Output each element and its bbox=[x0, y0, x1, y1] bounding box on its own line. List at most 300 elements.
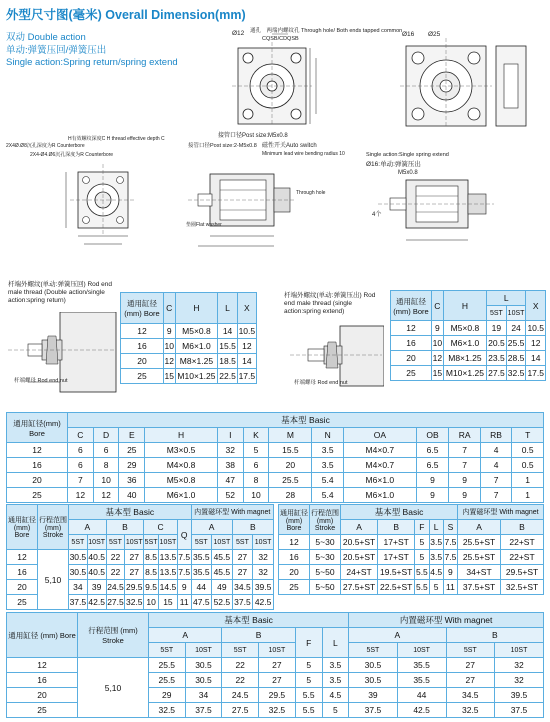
table-cell: 15 bbox=[164, 369, 176, 384]
note-counterbore-1: 2X4Ø.Ø8沉孔深度为R Counterbore bbox=[6, 143, 85, 149]
table-cell: 22 bbox=[106, 550, 125, 565]
table-cell: 34.5 bbox=[232, 580, 252, 595]
table-cell: 42.5 bbox=[87, 595, 106, 610]
basic-dimension-table bbox=[6, 412, 544, 503]
table-cell: 20 bbox=[121, 354, 164, 369]
t6-magnet-a-header: A bbox=[349, 628, 446, 643]
table-cell: 5 bbox=[243, 443, 269, 458]
table-row bbox=[279, 580, 544, 595]
table-cell: 27.5 bbox=[222, 703, 259, 718]
table-row bbox=[7, 550, 274, 565]
table-cell: 25 bbox=[279, 580, 310, 595]
table-cell: 5~30 bbox=[310, 535, 341, 550]
table-cell: 7.5 bbox=[443, 550, 457, 565]
table-cell: 15 bbox=[432, 366, 444, 381]
note-rod-nut-1: 杆端螺母 Rod end nut bbox=[14, 378, 68, 384]
t6-basic-header: 基本型 Basic bbox=[149, 613, 349, 628]
t2-l-5st: 5ST bbox=[487, 306, 507, 321]
table-cell: 14 bbox=[218, 324, 237, 339]
table-cell: 19 bbox=[487, 321, 507, 336]
t5-stroke-header: 行程范围 (mm) Stroke bbox=[310, 505, 341, 535]
table-cell: 5 bbox=[415, 535, 429, 550]
column-header: RB bbox=[480, 428, 511, 443]
table-cell: 42.5 bbox=[397, 703, 446, 718]
table-cell: 29.5 bbox=[258, 688, 295, 703]
rod-end-table-1 bbox=[120, 292, 257, 384]
stroke-table-2 bbox=[278, 504, 544, 595]
stroke-5st-header: 5ST bbox=[446, 643, 494, 658]
table-cell: 27 bbox=[232, 565, 252, 580]
table-cell: 7.5 bbox=[177, 550, 191, 565]
table-cell: M5×0.8 bbox=[145, 473, 218, 488]
column-header: K bbox=[243, 428, 269, 443]
column-header: C bbox=[68, 428, 94, 443]
table-cell: 5.5 bbox=[415, 565, 429, 580]
table-cell: 15.5 bbox=[269, 443, 312, 458]
table-cell: 9 bbox=[443, 565, 457, 580]
front-view-drawing-2 bbox=[400, 34, 540, 130]
table-cell: 37.5 bbox=[494, 703, 543, 718]
table-cell: 28 bbox=[269, 488, 312, 503]
table-cell: 14 bbox=[526, 351, 546, 366]
table-cell: 37.5+ST bbox=[458, 580, 501, 595]
table-cell: 34 bbox=[69, 580, 88, 595]
table-cell: 9 bbox=[449, 473, 480, 488]
table-cell: 12 bbox=[237, 339, 256, 354]
table-cell: M4×0.8 bbox=[145, 458, 218, 473]
table-cell: 17.5 bbox=[237, 369, 256, 384]
table-cell: 7 bbox=[68, 473, 94, 488]
table-cell: 42.5 bbox=[253, 595, 274, 610]
table-cell: 25 bbox=[7, 703, 78, 718]
table-cell: 12 bbox=[7, 443, 68, 458]
table-cell: 16 bbox=[391, 336, 432, 351]
table-row bbox=[391, 336, 546, 351]
table-cell: M5×0.8 bbox=[175, 324, 218, 339]
column-header: F bbox=[415, 520, 429, 535]
page-title: 外型尺寸图(毫米) Overall Dimension(mm) bbox=[6, 8, 246, 22]
side-section-drawing bbox=[60, 150, 148, 250]
table-cell: 9.5 bbox=[144, 580, 159, 595]
table-cell: 35.5 bbox=[397, 658, 446, 673]
table-cell: 32 bbox=[217, 443, 243, 458]
table-cell: 44 bbox=[191, 580, 211, 595]
t4-bore-header: 通用缸径 (mm) Bore bbox=[7, 505, 38, 550]
table-cell: 12 bbox=[526, 336, 546, 351]
note-auto-switch: 磁性开关Auto switch bbox=[262, 143, 317, 149]
stroke-10st-header: 10ST bbox=[253, 535, 274, 550]
table-cell: 12 bbox=[279, 535, 310, 550]
table-cell: 27 bbox=[232, 550, 252, 565]
table-cell: 10 bbox=[432, 336, 444, 351]
table-cell: 4 bbox=[480, 458, 511, 473]
table-cell: 0.5 bbox=[512, 443, 544, 458]
table-cell: 34.5 bbox=[446, 688, 494, 703]
column-header: S bbox=[443, 520, 457, 535]
table-cell: 27 bbox=[125, 565, 144, 580]
table-cell: 10 bbox=[144, 595, 159, 610]
table-cell: 25.5+ST bbox=[458, 535, 501, 550]
note-four-x: 4个 bbox=[372, 212, 382, 218]
table-cell: 9 bbox=[449, 488, 480, 503]
table-cell: 30.5 bbox=[349, 658, 397, 673]
table-cell: 8 bbox=[93, 458, 119, 473]
t2-h-header: H bbox=[443, 291, 486, 321]
table-cell: 5.5 bbox=[415, 580, 429, 595]
table-cell: 25 bbox=[391, 366, 432, 381]
subtitle-block bbox=[6, 32, 178, 70]
table-cell: 5.4 bbox=[312, 473, 344, 488]
table-cell: 19.5+ST bbox=[378, 565, 415, 580]
table-cell: 37.5 bbox=[232, 595, 252, 610]
t4-magnet-a-header: A bbox=[191, 520, 232, 535]
table-cell: M6×1.0 bbox=[343, 488, 416, 503]
stroke-10st-header: 10ST bbox=[158, 535, 177, 550]
table-cell: 24.5 bbox=[222, 688, 259, 703]
note-dia12: Ø12 bbox=[232, 30, 245, 37]
table-cell: 3.5 bbox=[312, 443, 344, 458]
t4-b-header: B bbox=[106, 520, 144, 535]
table-cell: 12 bbox=[432, 351, 444, 366]
table-cell: 5 bbox=[295, 673, 322, 688]
table-cell: 16 bbox=[7, 458, 68, 473]
stroke-5st-header: 5ST bbox=[191, 535, 211, 550]
table-cell: 24+ST bbox=[341, 565, 378, 580]
table-cell: 6 bbox=[243, 458, 269, 473]
table-cell: 39.5 bbox=[253, 580, 274, 595]
t5-magnet-header: 内置磁环型 With magnet bbox=[458, 505, 544, 520]
table-row bbox=[391, 321, 546, 336]
t4-body bbox=[7, 550, 274, 610]
table-cell: 20 bbox=[7, 580, 38, 595]
table-cell: 32.5 bbox=[125, 595, 144, 610]
table-cell: 7 bbox=[480, 473, 511, 488]
table-cell: 24 bbox=[506, 321, 526, 336]
table-cell: 30.5 bbox=[185, 673, 222, 688]
table-cell: 7 bbox=[480, 488, 511, 503]
note-single-16: Ø16:单动:弹簧压出 bbox=[366, 161, 421, 168]
column-header: A bbox=[341, 520, 378, 535]
table-cell: 23.5 bbox=[487, 351, 507, 366]
table-cell: 16 bbox=[121, 339, 164, 354]
table-cell: 39 bbox=[349, 688, 397, 703]
table-cell: 22 bbox=[222, 658, 259, 673]
table-row bbox=[121, 369, 257, 384]
table-row bbox=[7, 658, 544, 673]
t3-column-row bbox=[7, 428, 544, 443]
table-cell: 25 bbox=[7, 488, 68, 503]
note-through-hole-side: Through hole bbox=[296, 190, 326, 196]
table-cell: 10.5 bbox=[526, 321, 546, 336]
table-cell: 5.5 bbox=[295, 703, 322, 718]
table-cell: 20.5+ST bbox=[341, 535, 378, 550]
table-cell: 11 bbox=[443, 580, 457, 595]
note-dia16: Ø16 bbox=[402, 31, 415, 38]
t6-a-header: A bbox=[149, 628, 222, 643]
table-cell: 32 bbox=[253, 565, 274, 580]
subtitle-single-action-en: Single action:Spring return/spring extend bbox=[6, 57, 178, 68]
t4-magnet-header: 内置磁环型 With magnet bbox=[191, 505, 273, 520]
column-header: T bbox=[512, 428, 544, 443]
table-cell: 20 bbox=[7, 688, 78, 703]
table-cell: 8.5 bbox=[144, 565, 159, 580]
note-flat-washer: 垫圈Flat washer bbox=[186, 222, 222, 228]
table-cell: 17+ST bbox=[378, 550, 415, 565]
table-cell: 24.5 bbox=[106, 580, 125, 595]
table-cell: 8 bbox=[243, 473, 269, 488]
table-cell: 7.5 bbox=[177, 565, 191, 580]
table-cell: 40.5 bbox=[87, 550, 106, 565]
t4-q-header: Q bbox=[177, 520, 191, 550]
table-cell: 20 bbox=[391, 351, 432, 366]
table-row bbox=[7, 458, 544, 473]
table-cell: 40.5 bbox=[87, 565, 106, 580]
table-row bbox=[279, 565, 544, 580]
table-cell: 44 bbox=[397, 688, 446, 703]
table-cell: 6.5 bbox=[416, 458, 449, 473]
table-row bbox=[7, 443, 544, 458]
t3-bore-header: 通用缸径(mm) Bore bbox=[7, 413, 68, 443]
column-header: N bbox=[312, 428, 344, 443]
table-cell: 52.5 bbox=[212, 595, 233, 610]
table-cell: 12 bbox=[121, 324, 164, 339]
table-cell: 32.5 bbox=[149, 703, 186, 718]
t5-basic-header: 基本型 Basic bbox=[341, 505, 458, 520]
table-cell: 27 bbox=[258, 658, 295, 673]
table-cell: 37.5 bbox=[185, 703, 222, 718]
table-cell: 12 bbox=[7, 658, 78, 673]
table-cell: M3×0.5 bbox=[145, 443, 218, 458]
column-header: E bbox=[119, 428, 145, 443]
table-cell: 3.5 bbox=[429, 550, 443, 565]
stroke-5st-header: 5ST bbox=[232, 535, 252, 550]
table-cell: 5.4 bbox=[312, 488, 344, 503]
stroke-5st-header: 5ST bbox=[69, 535, 88, 550]
table-cell: M6×1.0 bbox=[175, 339, 218, 354]
table-cell: 32.5+ST bbox=[501, 580, 544, 595]
table-cell: 12 bbox=[164, 354, 176, 369]
note-m5: M5x0.8 bbox=[398, 170, 418, 176]
table-cell: 32 bbox=[494, 673, 543, 688]
table-cell: 27.5+ST bbox=[341, 580, 378, 595]
table-cell: 22 bbox=[222, 673, 259, 688]
table-cell: 10 bbox=[243, 488, 269, 503]
table-cell: 7 bbox=[449, 458, 480, 473]
stroke-10st-header: 10ST bbox=[397, 643, 446, 658]
table-cell: 5~50 bbox=[310, 565, 341, 580]
t1-h-header: H bbox=[175, 293, 218, 324]
table-cell: 29 bbox=[149, 688, 186, 703]
table-cell: 22 bbox=[106, 565, 125, 580]
table-cell: 29 bbox=[119, 458, 145, 473]
note-single-action: Single action:Single spring extend bbox=[366, 152, 449, 158]
table-cell: 52 bbox=[217, 488, 243, 503]
table-cell: 37.5 bbox=[69, 595, 88, 610]
table-row bbox=[121, 339, 257, 354]
table-cell: 25 bbox=[7, 595, 38, 610]
table-cell: 25 bbox=[121, 369, 164, 384]
t1-c-header: C bbox=[164, 293, 176, 324]
table-cell: 15 bbox=[158, 595, 177, 610]
table-cell: 16 bbox=[7, 673, 78, 688]
table-row bbox=[279, 550, 544, 565]
table-cell: 12 bbox=[68, 488, 94, 503]
column-header: M bbox=[269, 428, 312, 443]
table-cell: 12 bbox=[391, 321, 432, 336]
table-cell: 20 bbox=[7, 473, 68, 488]
table-cell: 13.5 bbox=[158, 550, 177, 565]
table-cell: 16 bbox=[279, 550, 310, 565]
table-cell: 22+ST bbox=[501, 550, 544, 565]
stroke-10st-header: 10ST bbox=[258, 643, 295, 658]
table-cell: 32.5 bbox=[258, 703, 295, 718]
table-cell: 32.5 bbox=[446, 703, 494, 718]
t3-basic-header: 基本型 Basic bbox=[68, 413, 544, 428]
t6-l-header: L bbox=[322, 628, 349, 658]
table-cell: 45.5 bbox=[212, 550, 233, 565]
stroke-table-3 bbox=[6, 612, 544, 718]
table-cell: 47.5 bbox=[191, 595, 211, 610]
t5-bore-header: 通用缸径 (mm) Bore bbox=[279, 505, 310, 535]
table-cell: 37.5 bbox=[349, 703, 397, 718]
table-cell: 27 bbox=[125, 550, 144, 565]
table-cell: 22+ST bbox=[501, 535, 544, 550]
subtitle-single-action-cn: 单动:弹簧压回/弹簧压出 bbox=[6, 44, 107, 56]
note-min-lead: Minimum lead wire bending radius 10 bbox=[262, 151, 345, 157]
column-header: I bbox=[217, 428, 243, 443]
table-cell: 11 bbox=[177, 595, 191, 610]
front-view-drawing-1 bbox=[228, 28, 363, 128]
note-rod-thread-2: 杆端外螺纹(单动:弹簧压出) Rod end male thread (single action:spring extend) bbox=[284, 292, 376, 315]
table-cell: 25.5 bbox=[269, 473, 312, 488]
table-cell: 6 bbox=[93, 443, 119, 458]
table-row bbox=[391, 366, 546, 381]
t6-magnet-header: 内置磁环型 With magnet bbox=[349, 613, 544, 628]
table-cell: 27 bbox=[446, 673, 494, 688]
rod-end-drawing-2 bbox=[284, 322, 384, 402]
column-header: OA bbox=[343, 428, 416, 443]
stroke-range-cell: 5,10 bbox=[78, 658, 149, 718]
note-counterbore-2: H有效螺纹深度C H thread effective depth C bbox=[68, 136, 165, 142]
table-cell: 6.5 bbox=[416, 443, 449, 458]
table-cell: 9 bbox=[432, 321, 444, 336]
stroke-10st-header: 10ST bbox=[87, 535, 106, 550]
table-cell: M4×0.7 bbox=[343, 443, 416, 458]
column-header: L bbox=[429, 520, 443, 535]
table-cell: 5.5 bbox=[295, 688, 322, 703]
column-header: D bbox=[93, 428, 119, 443]
table-cell: 9 bbox=[416, 488, 449, 503]
table-cell: 45.5 bbox=[212, 565, 233, 580]
t6-f-header: F bbox=[295, 628, 322, 658]
table-cell: 20.5+ST bbox=[341, 550, 378, 565]
table-cell: 38 bbox=[217, 458, 243, 473]
table-cell: 7 bbox=[449, 443, 480, 458]
table-cell: 30.5 bbox=[185, 658, 222, 673]
t4-c-header: C bbox=[144, 520, 178, 535]
table-cell: M10×1.25 bbox=[443, 366, 486, 381]
table-cell: 20.5 bbox=[487, 336, 507, 351]
table-cell: 22.5+ST bbox=[378, 580, 415, 595]
table-cell: 3.5 bbox=[322, 673, 349, 688]
note-port-size-2: 接管口径Post size:2-M5x0.8 bbox=[188, 143, 257, 149]
note-dia25: Ø25 bbox=[428, 31, 441, 38]
table-cell: 25 bbox=[119, 443, 145, 458]
t6-magnet-b-header: B bbox=[446, 628, 543, 643]
table-cell: 36 bbox=[119, 473, 145, 488]
table-cell: M5×0.8 bbox=[443, 321, 486, 336]
table-cell: 27 bbox=[258, 673, 295, 688]
table-cell: M6×1.0 bbox=[343, 473, 416, 488]
t6-bore-header: 通用缸径 (mm) Bore bbox=[7, 613, 78, 658]
table-cell: 3.5 bbox=[429, 535, 443, 550]
table-cell: 13.5 bbox=[158, 565, 177, 580]
t2-x-header: X bbox=[526, 291, 546, 321]
table-cell: 9 bbox=[177, 580, 191, 595]
table-cell: 4.5 bbox=[322, 688, 349, 703]
table-cell: 27.5 bbox=[487, 366, 507, 381]
column-header: B bbox=[378, 520, 415, 535]
table-cell: 35.5 bbox=[191, 565, 211, 580]
note-cqsb: CQSB/CDQSB bbox=[262, 36, 299, 42]
table-cell: 9 bbox=[416, 473, 449, 488]
note-counterbore-3: 2X4-Ø4.Ø6沉孔深度为R Counterbore bbox=[30, 152, 114, 158]
stroke-5st-header: 5ST bbox=[144, 535, 159, 550]
rod-end-table-2 bbox=[390, 290, 546, 381]
stroke-5st-header: 5ST bbox=[106, 535, 125, 550]
table-cell: 5~50 bbox=[310, 580, 341, 595]
table-row bbox=[121, 324, 257, 339]
table-cell: 3.5 bbox=[312, 458, 344, 473]
stroke-5st-header: 5ST bbox=[222, 643, 259, 658]
table-cell: 4 bbox=[480, 443, 511, 458]
table-cell: 3.5 bbox=[322, 658, 349, 673]
table-cell: 0.5 bbox=[512, 458, 544, 473]
table-cell: 39.5 bbox=[494, 688, 543, 703]
t1-l-header: L bbox=[218, 293, 237, 324]
column-header: H bbox=[145, 428, 218, 443]
table-cell: 22.5 bbox=[218, 369, 237, 384]
subtitle-double-action: 双动 Double action bbox=[6, 32, 86, 43]
t1-x-header: X bbox=[237, 293, 256, 324]
table-cell: M6×1.0 bbox=[145, 488, 218, 503]
table-row bbox=[121, 354, 257, 369]
note-through-hole: 通孔 两端内螺纹孔 Through hole/ Both ends tapped common bbox=[250, 28, 403, 34]
table-cell: 32 bbox=[494, 658, 543, 673]
table-cell: 30.5 bbox=[69, 565, 88, 580]
t2-body bbox=[391, 321, 546, 381]
t4-a-header: A bbox=[69, 520, 107, 535]
table-cell: 8.5 bbox=[144, 550, 159, 565]
stroke-5st-header: 5ST bbox=[149, 643, 186, 658]
table-cell: 15.5 bbox=[218, 339, 237, 354]
table-row bbox=[279, 535, 544, 550]
table-cell: 5 bbox=[295, 658, 322, 673]
table-cell: 27.5 bbox=[106, 595, 125, 610]
stroke-10st-header: 10ST bbox=[185, 643, 222, 658]
column-header: OB bbox=[416, 428, 449, 443]
table-cell: M4×0.7 bbox=[343, 458, 416, 473]
t6-b-header: B bbox=[222, 628, 295, 643]
stroke-10st-header: 10ST bbox=[212, 535, 233, 550]
table-cell: 5~30 bbox=[310, 550, 341, 565]
table-row bbox=[7, 488, 544, 503]
table-cell: 40 bbox=[119, 488, 145, 503]
table-cell: 10 bbox=[164, 339, 176, 354]
table-cell: 25.5 bbox=[506, 336, 526, 351]
note-rod-nut-2: 杆端螺母 Rod end nut bbox=[294, 380, 348, 386]
t2-l-10st: 10ST bbox=[506, 306, 526, 321]
